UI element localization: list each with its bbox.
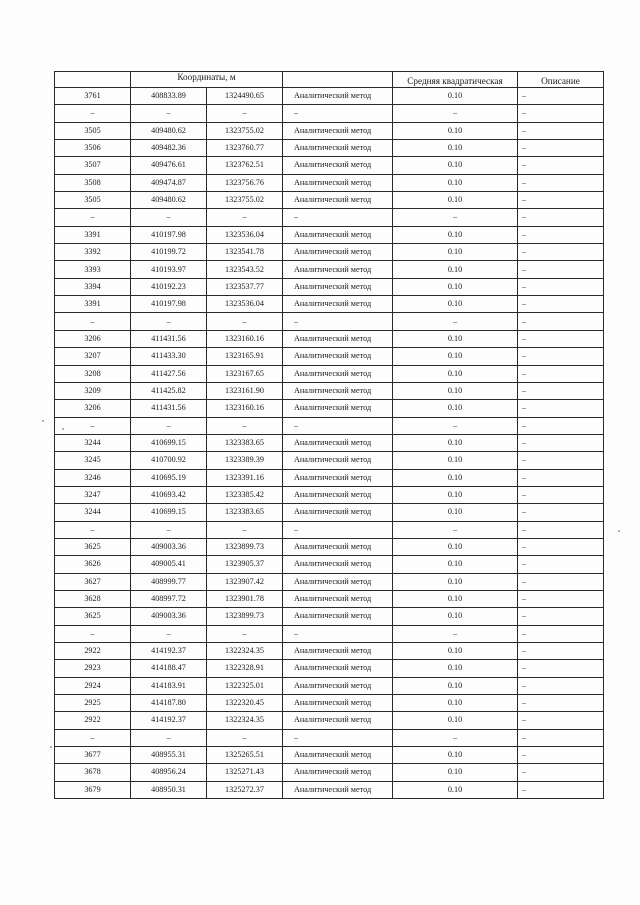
method-cell: Аналитический метод [283, 348, 393, 365]
description-cell: – [518, 434, 604, 451]
point-number-cell: 3506 [55, 140, 131, 157]
sko-cell: 0.10 [393, 504, 518, 521]
header-coordinates-cell: Координаты, м [131, 72, 283, 88]
x-coordinate-cell: 409476.61 [131, 157, 207, 174]
method-cell: – [283, 729, 393, 746]
table-row [55, 434, 604, 451]
method-cell: Аналитический метод [283, 452, 393, 469]
sko-cell: 0.10 [393, 764, 518, 781]
point-number-cell: – [55, 313, 131, 330]
y-coordinate-cell: – [207, 313, 283, 330]
point-number-cell: 3247 [55, 486, 131, 503]
description-cell: – [518, 712, 604, 729]
table-header-row [55, 72, 604, 88]
table-row [55, 521, 604, 538]
table-row [55, 348, 604, 365]
y-coordinate-cell: 1323901.78 [207, 590, 283, 607]
x-coordinate-cell: 410197.98 [131, 296, 207, 313]
y-coordinate-cell: 1323762.51 [207, 157, 283, 174]
y-coordinate-cell: 1322324.35 [207, 712, 283, 729]
method-cell: Аналитический метод [283, 556, 393, 573]
y-coordinate-cell: 1323907.42 [207, 573, 283, 590]
point-number-cell: 3628 [55, 590, 131, 607]
method-cell: – [283, 625, 393, 642]
sko-cell: – [393, 417, 518, 434]
point-number-cell: – [55, 521, 131, 538]
y-coordinate-cell: 1323760.77 [207, 140, 283, 157]
y-coordinate-cell: 1323167.65 [207, 365, 283, 382]
point-number-cell: 3505 [55, 122, 131, 139]
x-coordinate-cell: 414187.80 [131, 695, 207, 712]
method-cell: Аналитический метод [283, 140, 393, 157]
description-cell: – [518, 192, 604, 209]
y-coordinate-cell: 1323389.39 [207, 452, 283, 469]
x-coordinate-cell: 409005.41 [131, 556, 207, 573]
table-row [55, 625, 604, 642]
description-cell: – [518, 348, 604, 365]
sko-cell: 0.10 [393, 330, 518, 347]
table-row [55, 296, 604, 313]
table-row [55, 157, 604, 174]
point-number-cell: 3391 [55, 296, 131, 313]
sko-cell: 0.10 [393, 486, 518, 503]
point-number-cell: 2924 [55, 677, 131, 694]
y-coordinate-cell: 1324490.65 [207, 88, 283, 105]
y-coordinate-cell: 1322325.01 [207, 677, 283, 694]
x-coordinate-cell: 410699.15 [131, 434, 207, 451]
table-row [55, 764, 604, 781]
point-number-cell: 3505 [55, 192, 131, 209]
x-coordinate-cell: 408955.31 [131, 747, 207, 764]
x-coordinate-cell: 410700.92 [131, 452, 207, 469]
description-cell: – [518, 747, 604, 764]
sko-cell: 0.10 [393, 452, 518, 469]
table-row [55, 452, 604, 469]
point-number-cell: 3209 [55, 382, 131, 399]
y-coordinate-cell: – [207, 417, 283, 434]
table-row [55, 226, 604, 243]
point-number-cell: 3679 [55, 781, 131, 798]
description-cell: – [518, 677, 604, 694]
y-coordinate-cell: 1323899.73 [207, 538, 283, 555]
description-cell: – [518, 122, 604, 139]
sko-cell: 0.10 [393, 434, 518, 451]
point-number-cell: – [55, 105, 131, 122]
x-coordinate-cell: 411433.30 [131, 348, 207, 365]
x-coordinate-cell: 411431.56 [131, 330, 207, 347]
method-cell: Аналитический метод [283, 608, 393, 625]
y-coordinate-cell: 1322324.35 [207, 643, 283, 660]
method-cell: Аналитический метод [283, 330, 393, 347]
sko-cell: 0.10 [393, 695, 518, 712]
sko-cell: 0.10 [393, 88, 518, 105]
sko-cell: 0.10 [393, 174, 518, 191]
sko-cell: – [393, 105, 518, 122]
table-row [55, 469, 604, 486]
point-number-cell: 3392 [55, 244, 131, 261]
method-cell: – [283, 209, 393, 226]
sko-cell: 0.10 [393, 677, 518, 694]
header-sko-cell [393, 72, 518, 88]
header-method-cell [283, 72, 393, 88]
header-description-label: Описание [541, 76, 580, 86]
point-number-cell: 2922 [55, 643, 131, 660]
method-cell: Аналитический метод [283, 88, 393, 105]
x-coordinate-cell: 411425.82 [131, 382, 207, 399]
sko-cell: – [393, 729, 518, 746]
point-number-cell: 3677 [55, 747, 131, 764]
y-coordinate-cell: 1323391.16 [207, 469, 283, 486]
x-coordinate-cell: 414192.37 [131, 712, 207, 729]
table-row [55, 643, 604, 660]
x-coordinate-cell: – [131, 625, 207, 642]
sko-cell: 0.10 [393, 747, 518, 764]
point-number-cell: 3627 [55, 573, 131, 590]
method-cell: Аналитический метод [283, 712, 393, 729]
table-row [55, 608, 604, 625]
sko-cell: 0.10 [393, 556, 518, 573]
x-coordinate-cell: 410192.23 [131, 278, 207, 295]
description-cell: – [518, 556, 604, 573]
method-cell: Аналитический метод [283, 504, 393, 521]
point-number-cell: 3507 [55, 157, 131, 174]
sko-cell: 0.10 [393, 261, 518, 278]
x-coordinate-cell: 410695.19 [131, 469, 207, 486]
method-cell: Аналитический метод [283, 122, 393, 139]
method-cell: Аналитический метод [283, 261, 393, 278]
description-cell: – [518, 174, 604, 191]
sko-cell: – [393, 521, 518, 538]
x-coordinate-cell: 414188.47 [131, 660, 207, 677]
point-number-cell: 3393 [55, 261, 131, 278]
method-cell: Аналитический метод [283, 486, 393, 503]
description-cell: – [518, 296, 604, 313]
y-coordinate-cell: 1323160.16 [207, 330, 283, 347]
coordinates-table [54, 71, 604, 799]
sko-cell: – [393, 313, 518, 330]
sko-cell: 0.10 [393, 278, 518, 295]
method-cell: Аналитический метод [283, 695, 393, 712]
description-cell: – [518, 729, 604, 746]
method-cell: Аналитический метод [283, 747, 393, 764]
point-number-cell: 3678 [55, 764, 131, 781]
method-cell: Аналитический метод [283, 157, 393, 174]
description-cell: – [518, 625, 604, 642]
method-cell: Аналитический метод [283, 244, 393, 261]
sko-cell: 0.10 [393, 157, 518, 174]
description-cell: – [518, 417, 604, 434]
header-sko-label: Средняя квадратическая [407, 76, 503, 86]
description-cell: – [518, 261, 604, 278]
description-cell: – [518, 469, 604, 486]
sko-cell: 0.10 [393, 573, 518, 590]
table-row [55, 140, 604, 157]
sko-cell: 0.10 [393, 296, 518, 313]
table-row [55, 677, 604, 694]
x-coordinate-cell: 409474.87 [131, 174, 207, 191]
method-cell: – [283, 313, 393, 330]
description-cell: – [518, 538, 604, 555]
description-cell: – [518, 608, 604, 625]
sko-cell: 0.10 [393, 122, 518, 139]
table-row [55, 330, 604, 347]
table-row [55, 556, 604, 573]
y-coordinate-cell: 1325265.51 [207, 747, 283, 764]
y-coordinate-cell: 1323755.02 [207, 122, 283, 139]
point-number-cell: 3394 [55, 278, 131, 295]
table-row [55, 712, 604, 729]
table-row [55, 400, 604, 417]
sko-cell: 0.10 [393, 608, 518, 625]
description-cell: – [518, 105, 604, 122]
table-row [55, 729, 604, 746]
y-coordinate-cell: 1323756.76 [207, 174, 283, 191]
method-cell: Аналитический метод [283, 764, 393, 781]
sko-cell: 0.10 [393, 382, 518, 399]
y-coordinate-cell: 1322328.91 [207, 660, 283, 677]
method-cell: Аналитический метод [283, 400, 393, 417]
x-coordinate-cell: 408997.72 [131, 590, 207, 607]
sko-cell: 0.10 [393, 140, 518, 157]
y-coordinate-cell: 1323755.02 [207, 192, 283, 209]
point-number-cell: 2923 [55, 660, 131, 677]
description-cell: – [518, 330, 604, 347]
sko-cell: 0.10 [393, 643, 518, 660]
point-number-cell: 3208 [55, 365, 131, 382]
table-row [55, 122, 604, 139]
y-coordinate-cell: – [207, 105, 283, 122]
x-coordinate-cell: 408833.89 [131, 88, 207, 105]
y-coordinate-cell: 1323383.65 [207, 434, 283, 451]
y-coordinate-cell: 1323543.52 [207, 261, 283, 278]
table-row [55, 313, 604, 330]
sko-cell: 0.10 [393, 365, 518, 382]
y-coordinate-cell: 1323536.04 [207, 226, 283, 243]
x-coordinate-cell: – [131, 209, 207, 226]
x-coordinate-cell: 410199.72 [131, 244, 207, 261]
description-cell: – [518, 695, 604, 712]
description-cell: – [518, 590, 604, 607]
header-point-number-cell [55, 72, 131, 88]
y-coordinate-cell: 1323385.42 [207, 486, 283, 503]
sko-cell: 0.10 [393, 538, 518, 555]
point-number-cell: 3626 [55, 556, 131, 573]
description-cell: – [518, 781, 604, 798]
y-coordinate-cell: 1323899.73 [207, 608, 283, 625]
x-coordinate-cell: 410693.42 [131, 486, 207, 503]
table-row [55, 105, 604, 122]
x-coordinate-cell: 408999.77 [131, 573, 207, 590]
x-coordinate-cell: 408950.31 [131, 781, 207, 798]
point-number-cell: 3508 [55, 174, 131, 191]
method-cell: – [283, 521, 393, 538]
sko-cell: 0.10 [393, 469, 518, 486]
description-cell: – [518, 382, 604, 399]
method-cell: Аналитический метод [283, 538, 393, 555]
description-cell: – [518, 278, 604, 295]
point-number-cell: – [55, 417, 131, 434]
x-coordinate-cell: 409480.62 [131, 192, 207, 209]
sko-cell: 0.10 [393, 244, 518, 261]
y-coordinate-cell: 1323383.65 [207, 504, 283, 521]
y-coordinate-cell: 1325271.43 [207, 764, 283, 781]
method-cell: – [283, 417, 393, 434]
x-coordinate-cell: 410197.98 [131, 226, 207, 243]
x-coordinate-cell: 409003.36 [131, 608, 207, 625]
x-coordinate-cell: 410699.15 [131, 504, 207, 521]
description-cell: – [518, 660, 604, 677]
sko-cell: 0.10 [393, 226, 518, 243]
y-coordinate-cell: 1323536.04 [207, 296, 283, 313]
scan-speck [42, 420, 44, 422]
sko-cell: 0.10 [393, 192, 518, 209]
method-cell: Аналитический метод [283, 382, 393, 399]
point-number-cell: 2925 [55, 695, 131, 712]
point-number-cell: 3625 [55, 608, 131, 625]
x-coordinate-cell: – [131, 313, 207, 330]
method-cell: Аналитический метод [283, 296, 393, 313]
point-number-cell: – [55, 209, 131, 226]
method-cell: Аналитический метод [283, 643, 393, 660]
point-number-cell: 3244 [55, 434, 131, 451]
method-cell: Аналитический метод [283, 660, 393, 677]
sko-cell: 0.10 [393, 712, 518, 729]
x-coordinate-cell: 409003.36 [131, 538, 207, 555]
description-cell: – [518, 209, 604, 226]
table-row [55, 174, 604, 191]
description-cell: – [518, 88, 604, 105]
description-cell: – [518, 244, 604, 261]
method-cell: – [283, 105, 393, 122]
description-cell: – [518, 226, 604, 243]
point-number-cell: – [55, 625, 131, 642]
description-cell: – [518, 643, 604, 660]
method-cell: Аналитический метод [283, 434, 393, 451]
point-number-cell: – [55, 729, 131, 746]
y-coordinate-cell: 1322320.45 [207, 695, 283, 712]
method-cell: Аналитический метод [283, 573, 393, 590]
table-row [55, 278, 604, 295]
y-coordinate-cell: – [207, 521, 283, 538]
method-cell: Аналитический метод [283, 192, 393, 209]
point-number-cell: 3244 [55, 504, 131, 521]
y-coordinate-cell: 1323161.90 [207, 382, 283, 399]
description-cell: – [518, 400, 604, 417]
x-coordinate-cell: 409482.36 [131, 140, 207, 157]
table-row [55, 695, 604, 712]
scan-speck [50, 746, 52, 748]
x-coordinate-cell: 414183.91 [131, 677, 207, 694]
point-number-cell: 3246 [55, 469, 131, 486]
description-cell: – [518, 452, 604, 469]
y-coordinate-cell: 1323160.16 [207, 400, 283, 417]
table-row [55, 486, 604, 503]
y-coordinate-cell: 1323541.78 [207, 244, 283, 261]
y-coordinate-cell: 1325272.37 [207, 781, 283, 798]
y-coordinate-cell: – [207, 209, 283, 226]
sko-cell: 0.10 [393, 348, 518, 365]
sko-cell: 0.10 [393, 781, 518, 798]
method-cell: Аналитический метод [283, 677, 393, 694]
point-number-cell: 3245 [55, 452, 131, 469]
table-row [55, 538, 604, 555]
description-cell: – [518, 573, 604, 590]
description-cell: – [518, 521, 604, 538]
description-cell: – [518, 504, 604, 521]
description-cell: – [518, 140, 604, 157]
method-cell: Аналитический метод [283, 365, 393, 382]
table-row [55, 747, 604, 764]
method-cell: Аналитический метод [283, 278, 393, 295]
x-coordinate-cell: 414192.37 [131, 643, 207, 660]
table-row [55, 244, 604, 261]
x-coordinate-cell: 411431.56 [131, 400, 207, 417]
sko-cell: 0.10 [393, 660, 518, 677]
x-coordinate-cell: 408956.24 [131, 764, 207, 781]
method-cell: Аналитический метод [283, 226, 393, 243]
x-coordinate-cell: 410193.97 [131, 261, 207, 278]
table-row [55, 382, 604, 399]
y-coordinate-cell: 1323537.77 [207, 278, 283, 295]
description-cell: – [518, 157, 604, 174]
point-number-cell: 3206 [55, 330, 131, 347]
description-cell: – [518, 365, 604, 382]
point-number-cell: 2922 [55, 712, 131, 729]
method-cell: Аналитический метод [283, 174, 393, 191]
sko-cell: – [393, 625, 518, 642]
description-cell: – [518, 764, 604, 781]
description-cell: – [518, 313, 604, 330]
y-coordinate-cell: – [207, 729, 283, 746]
sko-cell: 0.10 [393, 590, 518, 607]
x-coordinate-cell: – [131, 729, 207, 746]
x-coordinate-cell: – [131, 105, 207, 122]
table-row [55, 504, 604, 521]
scan-speck [618, 530, 620, 532]
sko-cell: 0.10 [393, 400, 518, 417]
description-cell: – [518, 486, 604, 503]
y-coordinate-cell: – [207, 625, 283, 642]
x-coordinate-cell: 411427.56 [131, 365, 207, 382]
table-row [55, 365, 604, 382]
table-row [55, 590, 604, 607]
table-row [55, 781, 604, 798]
header-description-cell [518, 72, 604, 88]
point-number-cell: 3206 [55, 400, 131, 417]
y-coordinate-cell: 1323165.91 [207, 348, 283, 365]
point-number-cell: 3761 [55, 88, 131, 105]
x-coordinate-cell: 409480.62 [131, 122, 207, 139]
table-row [55, 660, 604, 677]
x-coordinate-cell: – [131, 417, 207, 434]
table-row [55, 261, 604, 278]
table-row [55, 573, 604, 590]
table-row [55, 88, 604, 105]
sko-cell: – [393, 209, 518, 226]
point-number-cell: 3391 [55, 226, 131, 243]
y-coordinate-cell: 1323905.37 [207, 556, 283, 573]
point-number-cell: 3207 [55, 348, 131, 365]
point-number-cell: 3625 [55, 538, 131, 555]
method-cell: Аналитический метод [283, 590, 393, 607]
x-coordinate-cell: – [131, 521, 207, 538]
method-cell: Аналитический метод [283, 781, 393, 798]
table-row [55, 192, 604, 209]
method-cell: Аналитический метод [283, 469, 393, 486]
table-row [55, 417, 604, 434]
table-row [55, 209, 604, 226]
